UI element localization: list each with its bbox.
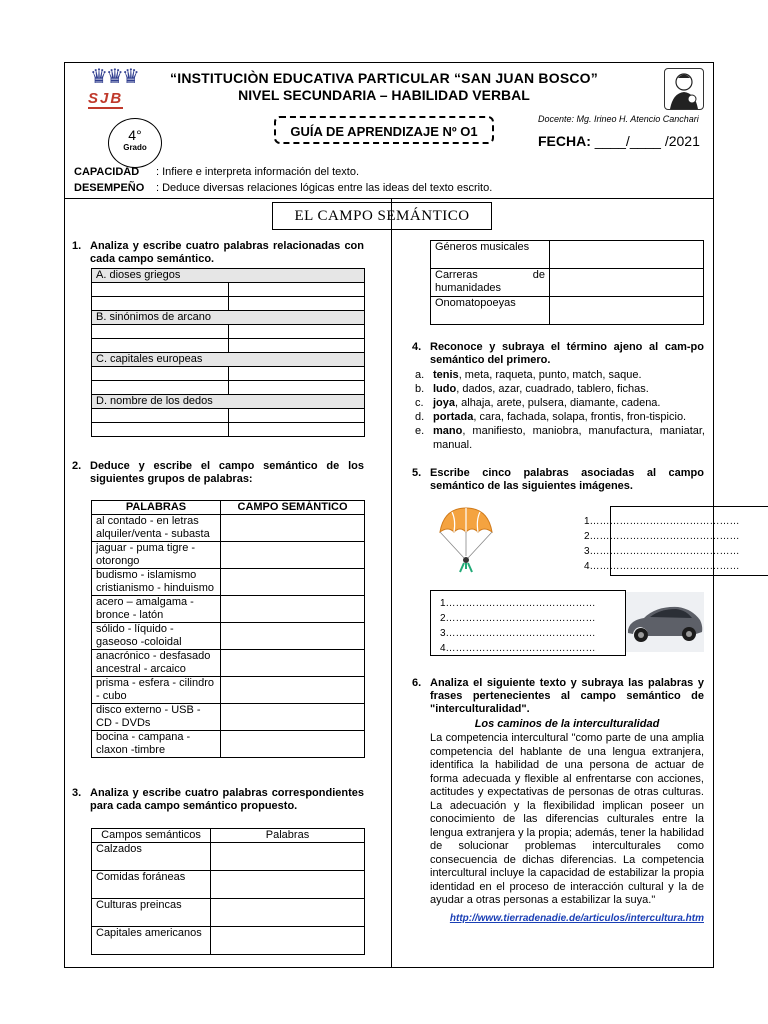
answer-cell[interactable] (228, 283, 365, 297)
group-label: B. sinónimos de arcano (92, 311, 365, 325)
section-title: EL CAMPO SEMÁNTICO (272, 202, 492, 230)
desempeno-row (74, 182, 492, 194)
answer-cell[interactable] (92, 339, 229, 353)
question-text: Analiza y escribe cuatro palabras correspondientes para cada campo semántico propuesto. (90, 787, 364, 812)
q1-table (91, 268, 365, 437)
answer-cell[interactable] (228, 297, 365, 311)
answer-cell[interactable] (228, 423, 365, 437)
desempeno-label: DESEMPEÑO (74, 182, 145, 194)
docente-name: Docente: Mg. Irineo H. Atencio Canchari (538, 114, 699, 124)
words-cell: sólido - líquido - gaseoso -coloidal (92, 623, 221, 650)
date-field[interactable] (538, 133, 700, 149)
question-text: Deduce y escribe el campo semántico de los siguientes grupos de palabras: (90, 460, 364, 485)
date-value[interactable]: ____/____ /2021 (594, 133, 700, 149)
field-cell: Comidas foráneas (92, 871, 211, 899)
q3-table (91, 828, 365, 955)
words-cell: disco externo - USB - CD - DVDs (92, 704, 221, 731)
table-row (92, 623, 365, 650)
answer-cell[interactable] (221, 596, 365, 623)
question-number: 5. (412, 467, 422, 479)
q2-table (91, 500, 365, 758)
answer-cell[interactable] (92, 283, 229, 297)
answer-cell[interactable] (221, 515, 365, 542)
level-title: NIVEL SECUNDARIA – HABILIDAD VERBAL (238, 87, 530, 103)
list-item: e. mano, manifiesto, maniobra, manufactura, maniatar, manual. (415, 425, 705, 451)
answer-cell[interactable] (221, 542, 365, 569)
capacidad-label: CAPACIDAD (74, 166, 140, 178)
essay-text: La competencia intercultural "como parte de una amplia competencia del hablante de una lengua extranjera, identifica la habilidad de una persona de actuar de forma adecuada y flexible al enfrentarse con acciones, actitudes y expectativas de personas de otras culturas. La adecuación y la flexibilidad implican poseer un conocimiento de las diferencias culturales entre la lengua extranjera y la propia; además, tener la habilidad de solucionar problemas interculturales como consecuencia de dichas diferencias. La competencia intercultural incluye la capacidad de estabilizar la propia identidad en el proceso de interacción cultural y la de ayudar a otras personas a estabilizar la suya." (430, 732, 704, 906)
answer-cell[interactable] (221, 677, 365, 704)
table-row (92, 871, 365, 899)
grade-number: 4° (128, 127, 142, 143)
question-number: 2. (72, 460, 82, 472)
q4-items (415, 368, 705, 452)
logo-text: SJB (88, 90, 124, 107)
answer-cell[interactable] (221, 623, 365, 650)
question-5 (412, 467, 704, 493)
answer-cell[interactable] (221, 569, 365, 596)
question-4 (412, 341, 704, 367)
table-row (92, 515, 365, 542)
words-cell: anacrónico - desfasado ancestral - arcaico (92, 650, 221, 677)
words-cell: bocina - campana - claxon -timbre (92, 731, 221, 758)
answer-cell[interactable] (211, 899, 365, 927)
answer-cell[interactable] (228, 339, 365, 353)
essay-title: Los caminos de la interculturalidad (474, 718, 660, 730)
question-number: 6. (412, 677, 422, 689)
grade-circle (108, 118, 162, 168)
table-row (92, 569, 365, 596)
grade-label: Grado (123, 143, 147, 152)
answer-cell[interactable] (550, 297, 704, 325)
answer-cell[interactable] (211, 843, 365, 871)
table-row (92, 542, 365, 569)
table-row (92, 731, 365, 758)
table-row (431, 297, 704, 325)
col-header: Palabras (211, 829, 365, 843)
table-row (431, 241, 704, 269)
question-text: Escribe cinco palabras asociadas al campo semántico de las siguientes imágenes. (430, 467, 704, 492)
table-row (92, 704, 365, 731)
capacidad-row (74, 166, 359, 178)
answer-cell[interactable] (221, 650, 365, 677)
answer-cell[interactable] (92, 381, 229, 395)
table-row (431, 269, 704, 297)
answer-lines-a[interactable]: 1……………………………………… 2……………………………………… 3……………………………………… 4……………………………………… (584, 516, 740, 572)
table-row (92, 927, 365, 955)
list-item: c. joya, alhaja, arete, pulsera, diamante, cadena. (415, 397, 661, 409)
car-icon (626, 592, 704, 652)
words-cell: jaguar - puma tigre - otorongo (92, 542, 221, 569)
question-text: Analiza el siguiente texto y subraya las palabras y frases pertenecientes al campo semántico de "interculturalidad". (430, 677, 704, 715)
table-row (92, 596, 365, 623)
question-2 (72, 460, 364, 486)
answer-cell[interactable] (221, 704, 365, 731)
table-row (92, 899, 365, 927)
table-row (92, 843, 365, 871)
col-header: Campos semánticos (92, 829, 211, 843)
field-cell: Capitales americanos (92, 927, 211, 955)
answer-cell[interactable] (228, 381, 365, 395)
table-row (92, 650, 365, 677)
answer-cell[interactable] (550, 241, 704, 269)
source-link[interactable]: http://www.tierradenadie.de/articulos/intercultura.htm (449, 913, 704, 924)
answer-cell[interactable] (228, 325, 365, 339)
question-3 (72, 787, 364, 813)
question-6 (412, 677, 704, 716)
group-label: C. capitales europeas (92, 353, 365, 367)
words-cell: prisma - esfera - cilindro - cubo (92, 677, 221, 704)
answer-cell[interactable] (211, 871, 365, 899)
answer-cell[interactable] (550, 269, 704, 297)
words-cell: acero – amalgama - bronce - latón (92, 596, 221, 623)
field-cell: Calzados (92, 843, 211, 871)
saint-portrait-icon (664, 68, 704, 110)
field-cell: Carreras de humanidades (431, 269, 550, 297)
answer-cell[interactable] (228, 409, 365, 423)
field-cell: Onomatopoeyas (431, 297, 550, 325)
question-number: 3. (72, 787, 82, 799)
date-label: FECHA: (538, 133, 591, 149)
table-row (92, 677, 365, 704)
answer-cell[interactable] (211, 927, 365, 955)
group-label: D. nombre de los dedos (92, 395, 365, 409)
answer-cell[interactable] (92, 367, 229, 381)
words-cell: budismo - islamismo cristianismo - hinduismo (92, 569, 221, 596)
question-text: Reconoce y subraya el término ajeno al cam-po semántico del primero. (430, 341, 704, 366)
capacidad-text: : Infiere e interpreta información del texto. (156, 166, 359, 178)
field-cell: Culturas preincas (92, 899, 211, 927)
question-text: Analiza y escribe cuatro palabras relacionadas con cada campo semántico. (90, 240, 364, 265)
col-header: CAMPO SEMÁNTICO (221, 501, 365, 515)
answer-cell[interactable] (228, 367, 365, 381)
parachute-icon (436, 506, 496, 578)
list-item: b. ludo, dados, azar, cuadrado, tablero, fichas. (415, 383, 649, 395)
answer-cell[interactable] (221, 731, 365, 758)
answer-cell[interactable] (92, 409, 229, 423)
words-cell: al contado - en letras alquiler/venta - subasta (92, 515, 221, 542)
group-label: A. dioses griegos (92, 269, 365, 283)
answer-lines-b[interactable]: 1……………………………………… 2……………………………………… 3……………………………………… 4……………………………………… (440, 598, 596, 654)
answer-cell[interactable] (92, 423, 229, 437)
answer-cell[interactable] (92, 325, 229, 339)
field-cell: Géneros musicales (431, 241, 550, 269)
col-header: PALABRAS (92, 501, 221, 515)
q3-table-continued (430, 240, 704, 325)
question-number: 4. (412, 341, 422, 353)
crown-icon: ♛♛♛ (90, 66, 138, 88)
answer-cell[interactable] (92, 297, 229, 311)
header-divider (64, 198, 714, 199)
school-name: “INSTITUCIÒN EDUCATIVA PARTICULAR “SAN JUAN BOSCO” (170, 70, 598, 86)
desempeno-text: : Deduce diversas relaciones lógicas entre las ideas del texto escrito. (156, 182, 493, 194)
guide-title: GUÍA DE APRENDIZAJE Nº O1 (274, 116, 494, 144)
list-item: d. portada, cara, fachada, solapa, frontis, fron-tispicio. (415, 411, 687, 423)
column-divider (391, 198, 392, 968)
question-1 (72, 240, 364, 266)
list-item: a. tenis, meta, raqueta, punto, match, saque. (415, 369, 642, 381)
question-number: 1. (72, 240, 82, 252)
